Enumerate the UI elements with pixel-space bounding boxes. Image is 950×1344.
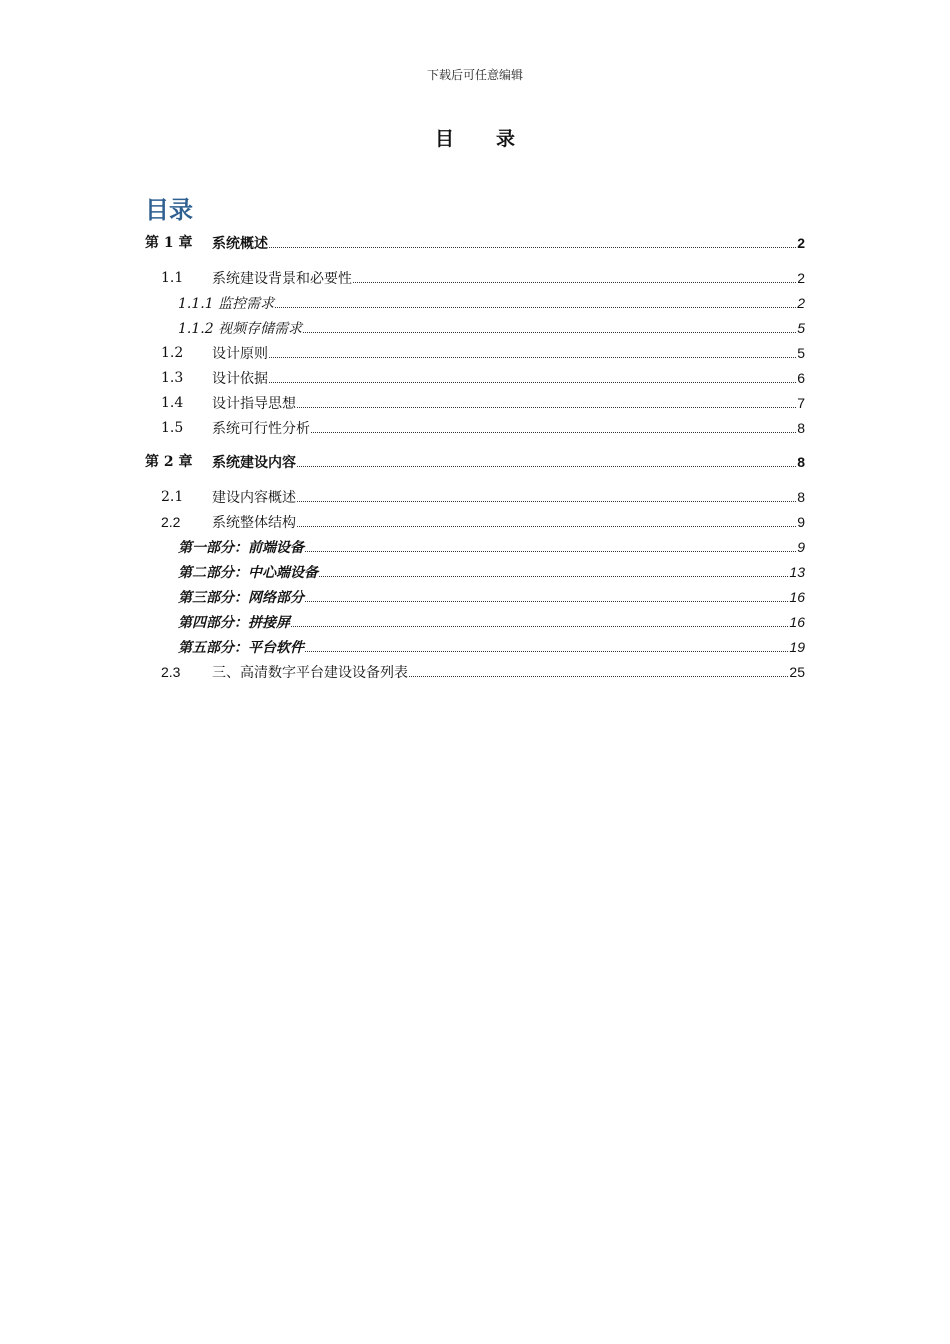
toc-entry-title: 三、高清数字平台建设设备列表: [212, 665, 408, 681]
toc-entry-part-2[interactable]: [0, 561, 950, 583]
toc-entry-title: 系统可行性分析: [212, 421, 310, 437]
toc-entry-part-3[interactable]: [0, 586, 950, 608]
toc-leader-dots: [269, 381, 796, 383]
toc-leader-dots: [291, 625, 788, 627]
toc-entry-title: 系统整体结构: [212, 515, 296, 531]
page-header-note: 下载后可任意编辑: [426, 68, 523, 82]
toc-entry-page: 13: [789, 564, 805, 580]
toc-entry-1-1-2[interactable]: [0, 317, 950, 339]
toc-entry-number: 1.4: [161, 395, 184, 411]
document-title: [0, 124, 950, 151]
toc-entry-number: 1.2: [161, 345, 184, 361]
toc-entry-title: 建设内容概述: [212, 490, 296, 506]
toc-entry-1-4[interactable]: [0, 392, 950, 414]
toc-entry-number: 1.5: [161, 420, 184, 436]
toc-leader-dots: [353, 281, 796, 283]
toc-entry-page: 5: [797, 345, 805, 361]
toc-entry-chapter-2[interactable]: [0, 451, 950, 473]
toc-entry-2-2[interactable]: [0, 511, 950, 533]
toc-entry-part-5[interactable]: [0, 636, 950, 658]
toc-entry-title: 第二部分：中心端设备: [178, 565, 318, 581]
toc-entry-title: 第五部分：平台软件: [178, 640, 304, 656]
toc-entry-title: 1.1.1 监控需求: [178, 296, 275, 312]
toc-entry-number: 2.2: [161, 514, 181, 530]
toc-entry-page: 2: [797, 270, 805, 286]
toc-entry-page: 8: [797, 489, 805, 505]
toc-entry-number: 1.3: [161, 370, 184, 386]
toc-leader-dots: [311, 431, 796, 433]
toc-entry-1-1-1[interactable]: [0, 292, 950, 314]
toc-entry-number: 2.1: [161, 489, 184, 505]
toc-leader-dots: [269, 246, 796, 248]
toc-entry-page: 25: [789, 664, 805, 680]
toc-entry-page: 9: [797, 539, 805, 555]
toc-entry-2-3[interactable]: [0, 661, 950, 683]
toc-entry-title: 第一部分：前端设备: [178, 540, 304, 556]
toc-leader-dots: [297, 465, 796, 467]
toc-entry-title: 设计原则: [212, 346, 268, 362]
toc-leader-dots: [269, 356, 796, 358]
toc-entry-title: 1.1.2 视频存储需求: [178, 321, 303, 337]
toc-leader-dots: [409, 675, 788, 677]
toc-entry-page: 7: [797, 395, 805, 411]
toc-entry-title: 第三部分：网络部分: [178, 590, 304, 606]
toc-entry-page: 2: [797, 235, 805, 251]
toc-entry-page: 19: [789, 639, 805, 655]
toc-entry-page: 2: [797, 295, 805, 311]
toc-entry-page: 5: [797, 320, 805, 336]
toc-entry-page: 9: [797, 514, 805, 530]
toc-entry-1-2[interactable]: [0, 342, 950, 364]
toc-entry-part-4[interactable]: [0, 611, 950, 633]
toc-entry-part-1[interactable]: [0, 536, 950, 558]
toc-entry-number: 第 1 章: [145, 235, 193, 251]
toc-entry-chapter-1[interactable]: [0, 232, 950, 254]
title-char-1: 目: [434, 128, 454, 150]
toc-leader-dots: [305, 550, 796, 552]
toc-entry-page: 8: [797, 454, 805, 470]
toc-entry-page: 16: [789, 614, 805, 630]
toc-entry-number: 第 2 章: [145, 454, 193, 470]
toc-leader-dots: [303, 331, 796, 333]
toc-entry-number: 1.1: [161, 270, 184, 286]
toc-leader-dots: [305, 650, 788, 652]
toc-entry-1-1[interactable]: [0, 267, 950, 289]
toc-entry-1-5[interactable]: [0, 417, 950, 439]
toc-entry-title: 设计指导思想: [212, 396, 296, 412]
toc-entry-2-1[interactable]: [0, 486, 950, 508]
toc-leader-dots: [297, 406, 796, 408]
toc-entry-title: 系统建设内容: [212, 455, 296, 471]
toc-entry-title: 第四部分：拼接屏: [178, 615, 290, 631]
toc-heading: 目录: [145, 195, 193, 224]
toc-entry-page: 16: [789, 589, 805, 605]
toc-leader-dots: [297, 500, 796, 502]
toc-entry-page: 6: [797, 370, 805, 386]
toc-entry-title: 系统概述: [212, 236, 268, 252]
toc-entry-title: 设计依据: [212, 371, 268, 387]
toc-entry-1-3[interactable]: [0, 367, 950, 389]
toc-leader-dots: [275, 306, 796, 308]
toc-entry-title: 系统建设背景和必要性: [212, 271, 352, 287]
toc-leader-dots: [305, 600, 788, 602]
toc-entry-number: 2.3: [161, 664, 181, 680]
title-char-2: 录: [496, 128, 516, 150]
toc-entry-page: 8: [797, 420, 805, 436]
toc-leader-dots: [319, 575, 788, 577]
toc-leader-dots: [297, 525, 796, 527]
